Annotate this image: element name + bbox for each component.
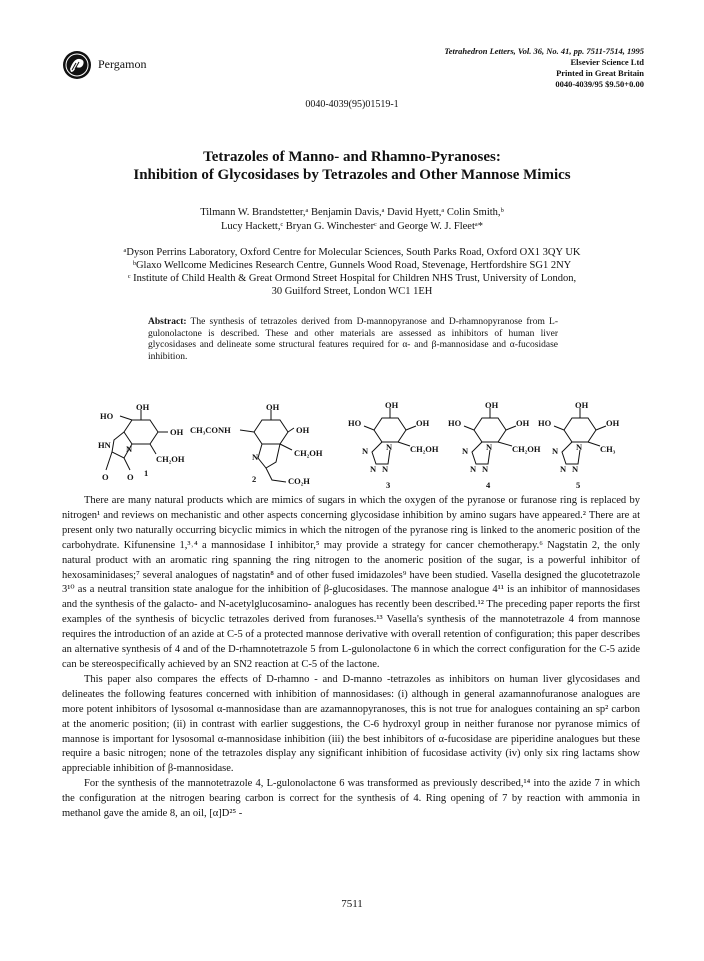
paragraph-2: This paper also compares the effects of D-rhamno - and D-manno -tetrazoles as inhibitors on human liver glycosidases and delineates the following features concerned with inhibition of mannosidases: (i) although in general azamannofuranose analogues are more potent inhibitors of lysosomal α-mannosidase than are azamannopyranoses, this is not true for analogues containing an sp² carbon at the anomeric position; (ii) in contrast with earlier suggestions, the C-6 hydroxyl group in neither furanose nor pyranose mimics of mannose is important for lysosomal α-mannosidase inhibition (iii) the best inhibitors of α-fucosidase are piperidine analogues but these require a basic nitrogen; none of the tetrazoles display any significant inhibition of fucosidase activity (iv) only six ring lactams show appreciable inhibition of β-mannosidase. [62, 673, 640, 775]
paragraph-1: There are many natural products which are mimics of sugars in which the oxygen of the pyranose or furanose ring is replaced by nitrogen¹ and reviews on mechanistic and other aspects concerning glycosidase inhibition by amino sugars have appeared.² There are at present only two naturally occurring bicyclic mimics in which the nitrogen of the pyranose ring is linked to the anomeric position of the carbohydrate. Kifunensine 1,³˒⁴ a mannosidase I inhibitor,⁵ may provide a strategy for cancer chemotherapy.⁶ Nagstatin 2, the only natural product with an aromatic ring spanning the ring nitrogen to the anomeric position of the sugar, is a powerful inhibitor of hexosaminidases;⁷ several analogues of nagstatin⁸ and of other fused imidazoles⁹ have been studied. Vasella designed the glucotetrazole 3¹⁰ as a neutral transition state analogue for the inhibition of β-glucosidases. The mannose analogue 4¹¹ is an inhibitor of mannosidases and the synthesis of the galacto- and N-acetylglucosamino- analogues has recently been described.¹² The preceding paper reports the first examples of the synthesis of bicyclic tetrazoles derived from furanoses.¹³ Vasella's synthesis of the mannotetrazole 4 from mannose requires the introduction of an azide at C-5 of a protected mannose derivative with overall retention of configuration; this paper describes an alternative synthesis of 4 and of the D-rhamnotetrazole 5 from L-gulonolactone 6 in which the correct configuration for the C-5 azide can be stereospecifically achieved by an SN2 reaction at C-5 of the lactone. [62, 495, 640, 670]
label-1-ch2oh: CH₂OH [156, 454, 185, 464]
label-1-ho: HO [100, 411, 114, 421]
label-5-oh-top: OH [575, 402, 589, 410]
label-5-ho: HO [538, 418, 552, 428]
label-3-n4: N [382, 464, 389, 474]
journal-citation: Tetrahedron Letters, Vol. 36, No. 41, pp. 7511-7514, 1995 [444, 46, 644, 56]
label-compound-5: 5 [576, 480, 581, 490]
title-line-2: Inhibition of Glycosidases by Tetrazoles and Other Mannose Mimics [133, 167, 571, 183]
publisher-name: Pergamon [98, 57, 147, 71]
label-3-oh-top: OH [385, 402, 399, 410]
abstract-label: Abstract: [148, 317, 187, 327]
label-1-n: N [126, 444, 133, 454]
label-4-oh-top: OH [485, 402, 499, 410]
label-3-ch2oh: CH₂OH [410, 444, 439, 454]
label-4-ho: HO [448, 418, 462, 428]
label-1-oh-top: OH [136, 402, 150, 412]
label-4-n4: N [482, 464, 489, 474]
authors-line-1: Tilmann W. Brandstetter,ᵃ Benjamin Davis,ᵃ David Hyett,ᵃ Colin Smith,ᵇ [200, 207, 504, 218]
label-4-oh-right: OH [516, 418, 530, 428]
title-line-1: Tetrazoles of Manno- and Rhamno-Pyranoses: [203, 149, 501, 165]
affiliations [0, 246, 704, 298]
paper-title [0, 148, 704, 184]
label-2-co2h: CO₂H [288, 476, 310, 486]
label-2-n: N [252, 452, 259, 462]
label-5-n1: N [552, 446, 559, 456]
affiliation-a: ᵃDyson Perrins Laboratory, Oxford Centre for Molecular Sciences, South Parks Road, Oxford OX1 3QY UK [123, 247, 581, 258]
abstract-text: The synthesis of tetrazoles derived from D-mannopyranose and D-rhamnopyranose from L-gulonolactone is described. These and other materials are assessed as inhibitors of human liver glycosidases and delineate some structural features required for α- and β-mannosidase and α-fucosidase inhibition. [148, 317, 558, 362]
label-2-oh-top: OH [266, 402, 280, 412]
body-text [62, 494, 640, 822]
label-5-n2: N [576, 442, 583, 452]
label-1-hn: HN [98, 440, 111, 450]
authors-line-2: Lucy Hackett,ᶜ Bryan G. Winchesterᶜ and George W. J. Fleetᵃ* [221, 221, 483, 232]
label-3-oh-right: OH [416, 418, 430, 428]
pergamon-logo [62, 50, 92, 80]
label-4-n3: N [470, 464, 477, 474]
paragraph-3: For the synthesis of the mannotetrazole 4, L-gulonolactone 6 was transformed as previously described,¹⁴ into the azide 7 in which the configuration at the nitrogen bearing carbon is correct for the synthesis of 4. Ring opening of 7 by reaction with ammonia in methanol gave the amide 8, an oil, [α]D²⁵ - [62, 778, 640, 820]
label-3-n1: N [362, 446, 369, 456]
label-4-n2: N [486, 442, 493, 452]
price-line: 0040-4039/95 $9.50+0.00 [555, 79, 644, 89]
author-list [0, 206, 704, 234]
label-compound-3: 3 [386, 480, 391, 490]
page-number: 7511 [341, 898, 363, 910]
label-1-oh-right: OH [170, 427, 184, 437]
abstract [148, 317, 558, 363]
label-compound-1: 1 [144, 468, 149, 478]
label-compound-2: 2 [252, 474, 257, 484]
label-5-n4: N [572, 464, 579, 474]
label-3-n2: N [386, 442, 393, 452]
label-1-o-left: O [102, 472, 109, 482]
journal-info [444, 46, 644, 90]
label-4-ch2oh: CH₂OH [512, 444, 541, 454]
pii-code: 0040-4039(95)01519-1 [305, 99, 399, 110]
label-5-ch3: CH₃ [600, 444, 616, 454]
label-4-n1: N [462, 446, 469, 456]
label-3-n3: N [370, 464, 377, 474]
printed-line: Printed in Great Britain [556, 68, 644, 78]
label-1-o-right: O [127, 472, 134, 482]
label-5-oh-right: OH [606, 418, 620, 428]
copyright-line: Elsevier Science Ltd [570, 57, 644, 67]
label-5-n3: N [560, 464, 567, 474]
label-3-ho: HO [348, 418, 362, 428]
label-compound-4: 4 [486, 480, 491, 490]
label-2-ch3conh: CH₃CONH [190, 425, 231, 435]
label-2-ch2oh: CH₂OH [294, 448, 323, 458]
affiliation-b: ᵇGlaxo Wellcome Medicines Research Centre, Gunnels Wood Road, Stevenage, Hertfordshire SG1 2NY [132, 260, 572, 271]
chemical-structures-figure [80, 402, 640, 492]
label-2-oh-right: OH [296, 425, 310, 435]
affiliation-c-address: 30 Guilford Street, London WC1 1EH [271, 286, 433, 297]
affiliation-c: ᶜ Institute of Child Health & Great Ormond Street Hospital for Children NHS Trust, University of London, [127, 273, 577, 284]
